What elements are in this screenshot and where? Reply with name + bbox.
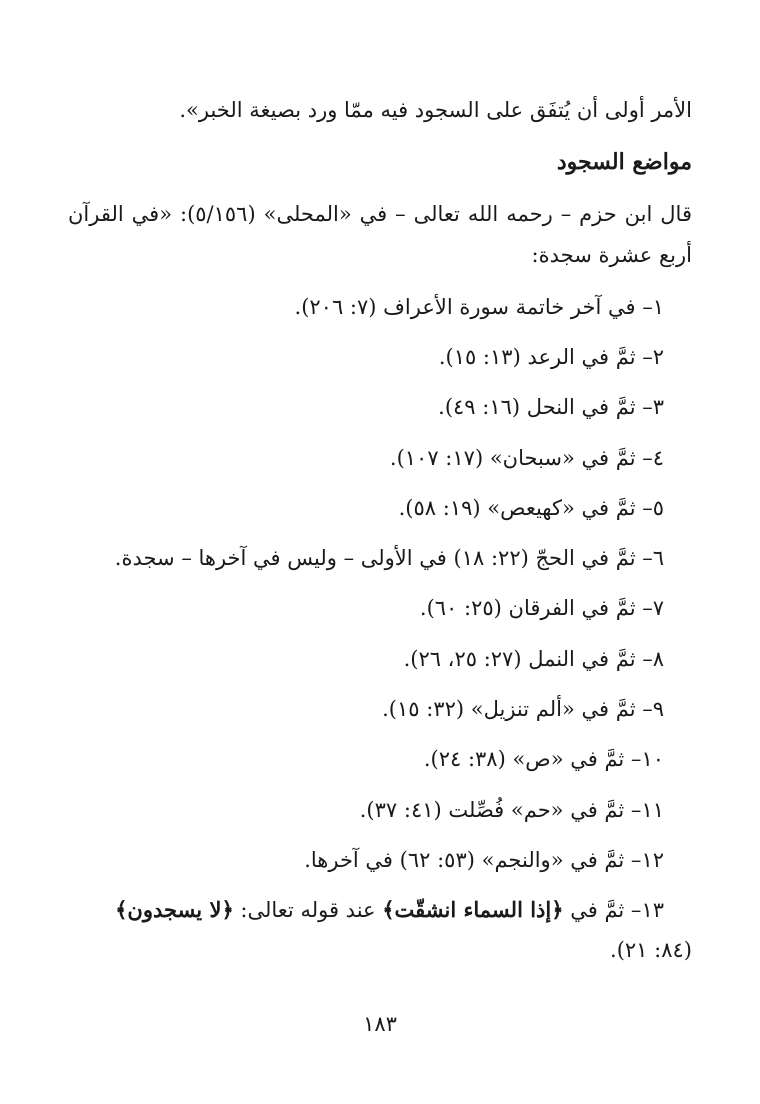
list-item-7: ٧– ثمَّ في الفرقان (٢٥: ٦٠). (419, 596, 664, 620)
list-item-4: ٤– ثمَّ في «سبحان» (١٧: ١٠٧). (389, 446, 664, 470)
item-13-middle: عند قوله تعالى: (233, 898, 383, 922)
list-item-5: ٥– ثمَّ في «كهيعص» (١٩: ٥٨). (398, 496, 664, 520)
quote-line-2: أربع عشرة سجدة: (531, 243, 692, 267)
list-item-12: ١٢– ثمَّ في «والنجم» (٥٣: ٦٢) في آخرها. (304, 848, 664, 872)
item-13-surah-name: ﴿إذا السماء انشقّت﴾ (382, 897, 564, 922)
list-item-3: ٣– ثمَّ في النحل (١٦: ٤٩). (438, 395, 664, 419)
quote-line-1: قال ابن حزم – رحمه الله تعالى – في «المحلى» (٥/١٥٦): «في القرآن (68, 202, 692, 226)
list-item-2: ٢– ثمَّ في الرعد (١٣: ١٥). (438, 345, 664, 369)
item-13-prefix: ١٣– ثمَّ في (563, 898, 664, 922)
list-item-11: ١١– ثمَّ في «حم» فُصِّلت (٤١: ٣٧). (359, 798, 664, 822)
section-heading: مواضع السجود (556, 149, 692, 175)
list-item-6: ٦– ثمَّ في الحجّ (٢٢: ١٨) في الأولى – وليس في آخرها – سجدة. (114, 546, 664, 570)
list-item-8: ٨– ثمَّ في النمل (٢٧: ٢٥، ٢٦). (403, 647, 664, 671)
item-13-verse-quote: ﴿لا يسجدون﴾ (115, 897, 234, 922)
list-item-13-continuation: (٨٤: ٢١). (610, 938, 692, 962)
list-item-10: ١٠– ثمَّ في «ص» (٣٨: ٢٤). (423, 747, 664, 771)
page-number: ١٨٣ (363, 1012, 397, 1036)
intro-line: الأمر أولى أن يُتفَق على السجود فيه ممّا ورد بصيغة الخبر». (179, 98, 692, 122)
list-item-9: ٩– ثمَّ في «ألم تنزيل» (٣٢: ١٥). (382, 697, 664, 721)
list-item-13 (68, 895, 664, 925)
list-item-1: ١– في آخر خاتمة سورة الأعراف (٧: ٢٠٦). (294, 295, 664, 319)
